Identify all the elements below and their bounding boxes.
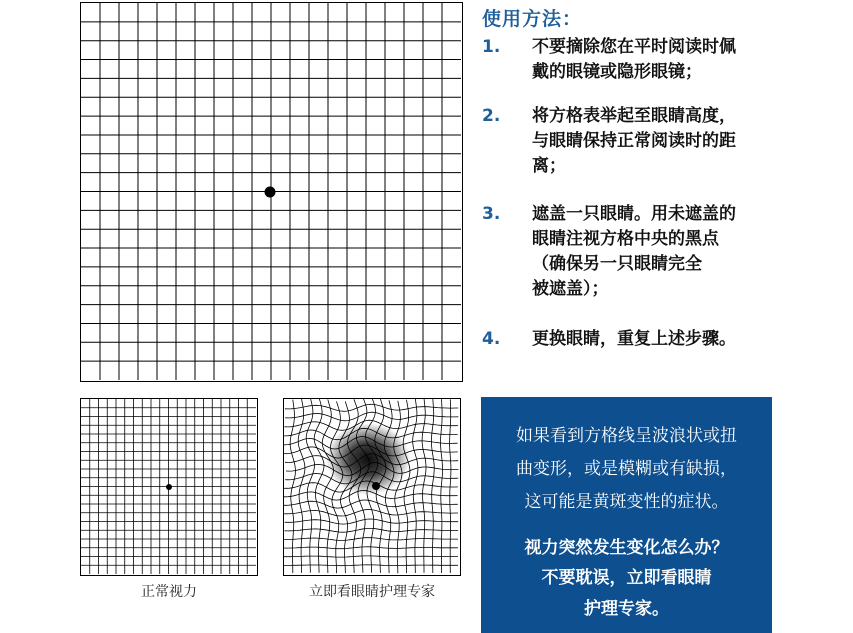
grid-line <box>331 401 343 573</box>
distorted-grid-lines <box>284 399 459 574</box>
step-line: 被遮盖）； <box>532 279 609 299</box>
grid-line <box>285 519 459 524</box>
vision-blot <box>326 423 410 495</box>
step-line: （确保另一只眼睛完全 <box>532 254 702 274</box>
step-line: 离； <box>532 156 566 176</box>
warning-line: 曲变形，或是模糊或有缺损， <box>516 459 737 479</box>
step-line: 戴的眼镜或隐形眼镜； <box>532 62 702 82</box>
grid-line <box>285 528 459 532</box>
step-text <box>532 327 782 352</box>
amsler-grid-large <box>80 2 463 382</box>
step-text <box>532 35 782 85</box>
step-line: 更换眼睛，重复上述步骤。 <box>532 329 736 349</box>
normal-grid-lines <box>81 399 256 574</box>
action-line: 不要耽误，立即看眼睛 <box>541 568 712 588</box>
distorted-vision-caption: 立即看眼睛护理专家 <box>309 584 435 600</box>
step-line: 不要摘除您在平时阅读时佩 <box>532 37 736 57</box>
step-number: 4. <box>482 329 501 349</box>
grid-line <box>284 510 458 517</box>
fixation-dot <box>372 482 380 490</box>
amsler-grid-lines <box>81 3 461 380</box>
grid-line <box>422 399 426 573</box>
grid-line <box>285 404 458 411</box>
step-number: 2. <box>482 106 501 126</box>
warning-line: 如果看到方格线呈波浪状或扭 <box>516 426 737 446</box>
fixation-dot <box>166 484 172 490</box>
fixation-dot <box>265 187 276 198</box>
normal-vision-caption: 正常视力 <box>141 584 197 600</box>
grid-line <box>290 400 295 573</box>
warning-info-box <box>481 397 772 633</box>
action-line: 视力突然发生变化怎么办？ <box>524 538 729 558</box>
grid-line <box>285 412 458 421</box>
amsler-grid-normal <box>80 398 258 576</box>
step-number: 3. <box>482 204 501 224</box>
step-line: 遮盖一只眼睛。用未遮盖的 <box>532 204 736 224</box>
step-text <box>532 202 782 302</box>
instructions-title: 使用方法： <box>482 8 583 30</box>
warning-line: 这可能是黄斑变性的症状。 <box>524 492 729 512</box>
step-number: 1. <box>482 37 501 57</box>
step-line: 将方格表举起至眼睛高度， <box>532 106 736 126</box>
amsler-grid-distorted <box>283 398 461 576</box>
step-line: 与眼睛保持正常阅读时的距 <box>532 131 736 151</box>
action-line: 护理专家。 <box>584 599 669 619</box>
step-line: 眼睛注视方格中央的黑点 <box>532 229 719 249</box>
grid-line <box>394 401 402 573</box>
step-text <box>532 104 782 179</box>
